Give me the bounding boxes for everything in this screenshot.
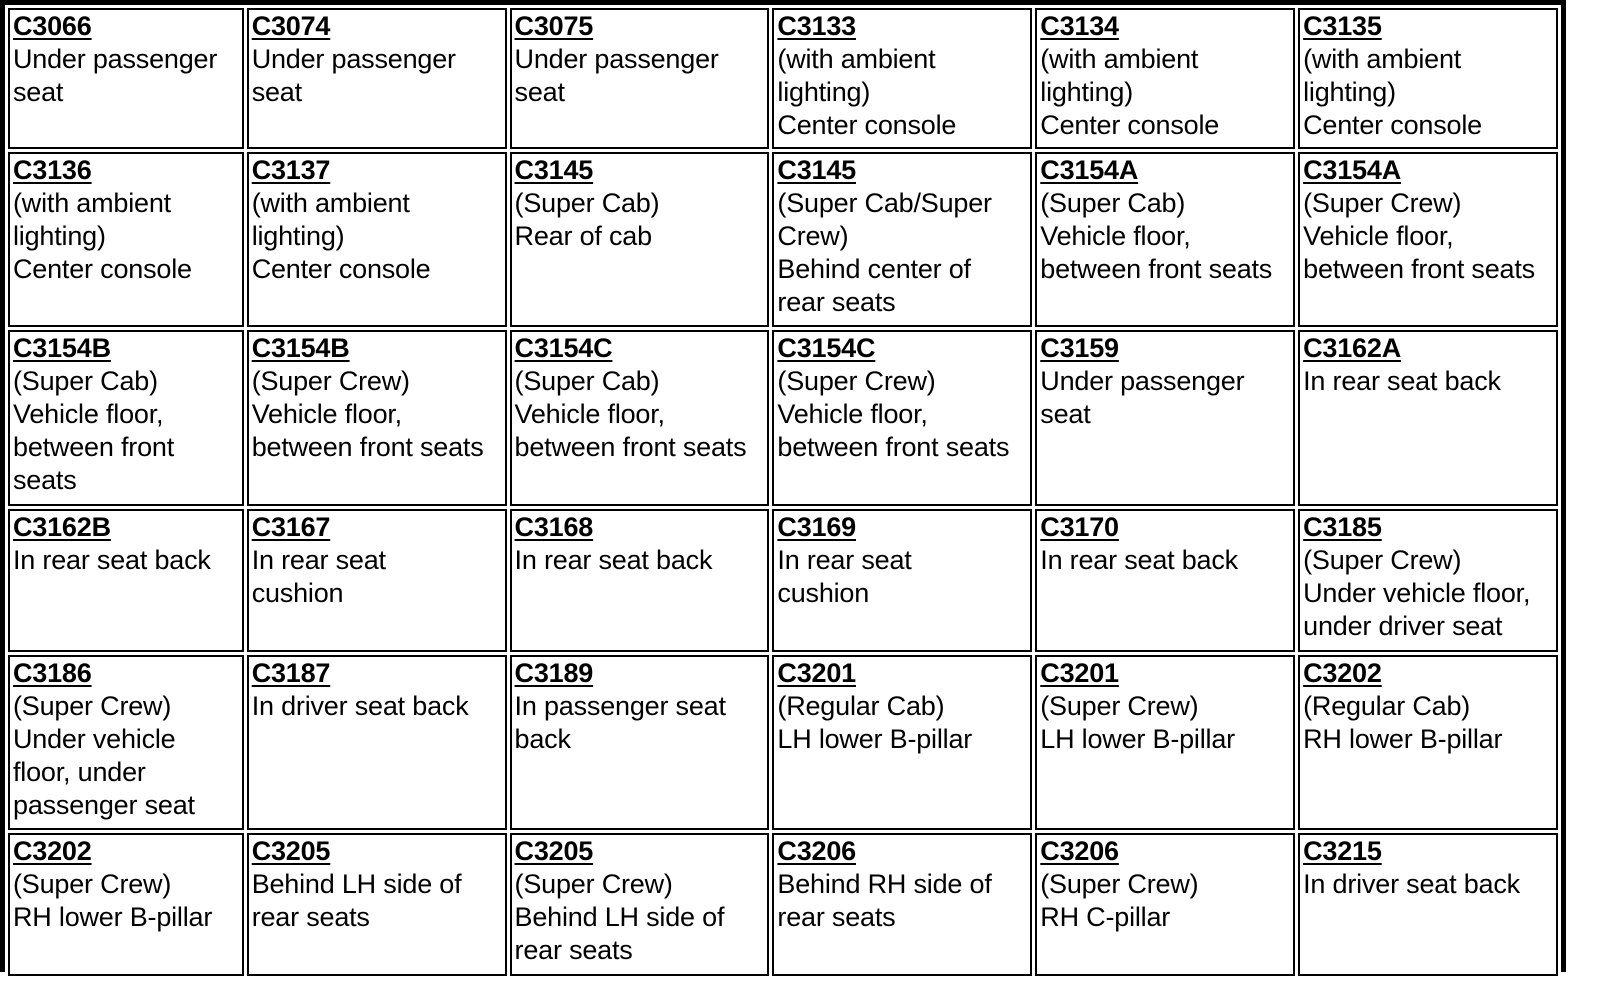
connector-location-line: Crew) (777, 221, 849, 251)
connector-cell (772, 8, 1032, 149)
connector-location-line: In rear seat back (514, 545, 713, 575)
connector-location-line: LH lower B-pillar (777, 724, 973, 754)
connector-code: C3202 (1303, 658, 1382, 688)
connector-location-line: (Super Crew) (13, 691, 172, 721)
connector-code: C3201 (777, 658, 856, 688)
connector-code: C3074 (251, 11, 331, 41)
connector-code: C3066 (13, 11, 92, 41)
connector-cell (1035, 8, 1295, 149)
connector-code: C3159 (1040, 333, 1119, 363)
connector-entry (515, 835, 765, 967)
connector-location-line: Vehicle floor, (1303, 221, 1454, 251)
connector-entry (13, 511, 239, 577)
connector-location-line: back (514, 724, 571, 754)
connector-entry (252, 657, 502, 723)
connector-location-line: Under vehicle (13, 724, 176, 754)
connector-location-line: (Super Cab) (1040, 188, 1186, 218)
connector-location-line: (Super Cab) (13, 366, 158, 396)
connector-location-line: (Super Crew) (777, 366, 936, 396)
connector-entry (1040, 657, 1290, 756)
connector-code: C3215 (1303, 836, 1382, 866)
table-row (8, 509, 1558, 652)
connector-entry (777, 154, 1027, 319)
connector-location-line: lighting) (1040, 77, 1134, 107)
connector-code: C3201 (1040, 658, 1119, 688)
connector-cell (1035, 655, 1295, 830)
connector-entry (1303, 657, 1553, 756)
connector-location-line: (Regular Cab) (777, 691, 945, 721)
connector-location-line: In passenger seat (514, 691, 726, 721)
connector-code: C3206 (1040, 836, 1119, 866)
connector-entry (515, 332, 765, 464)
connector-location-line: Vehicle floor, (13, 399, 164, 429)
connector-location-line: (Super Cab) (514, 188, 660, 218)
connector-location-line: between front seats (251, 432, 484, 462)
connector-location-line: cushion (777, 578, 870, 608)
connector-location-line: (with ambient (1040, 44, 1199, 74)
connector-code: C3135 (1303, 11, 1382, 41)
connector-location-line: between front (13, 432, 175, 462)
connector-location-line: Vehicle floor, (514, 399, 665, 429)
connector-location-line: under driver seat (1303, 611, 1503, 641)
connector-code: C3145 (514, 155, 594, 185)
connector-entry (515, 154, 765, 253)
connector-location-line: Center console (13, 254, 192, 284)
connector-code: C3187 (251, 658, 331, 688)
connector-code: C3154C (514, 333, 613, 363)
connector-entry (252, 511, 502, 610)
connector-entry (1040, 835, 1290, 934)
table-row (8, 152, 1558, 327)
connector-location-line: lighting) (777, 77, 871, 107)
connector-location-line: Center console (777, 110, 957, 140)
connector-location-line: (with ambient (251, 188, 410, 218)
connector-code: C3075 (514, 11, 594, 41)
connector-entry (777, 835, 1027, 934)
connector-location-line: seats (13, 465, 77, 495)
connector-cell (510, 8, 770, 149)
connector-location-line: Behind RH side of (777, 869, 992, 899)
connector-code: C3185 (1303, 512, 1382, 542)
connector-cell (1035, 152, 1295, 327)
connector-entry (1303, 10, 1553, 142)
connector-location-line: LH lower B-pillar (1040, 724, 1235, 754)
connector-cell (8, 655, 244, 830)
connector-code: C3189 (514, 658, 594, 688)
connector-location-line: In rear seat back (1303, 366, 1501, 396)
connector-location-line: Under passenger (13, 44, 218, 74)
connector-location-line: Vehicle floor, (1040, 221, 1191, 251)
connector-cell (8, 833, 244, 976)
connector-cell (1298, 330, 1558, 506)
connector-location-line: (Super Crew) (1303, 545, 1462, 575)
connector-location-line: In rear seat back (13, 545, 211, 575)
connector-location-line: (Regular Cab) (1303, 691, 1471, 721)
connector-code: C3154A (1040, 155, 1139, 185)
connector-location-line: Vehicle floor, (777, 399, 928, 429)
connector-entry (13, 332, 239, 497)
connector-entry (1040, 511, 1290, 577)
connector-location-line: Behind LH side of (251, 869, 462, 899)
connector-location-line: Vehicle floor, (251, 399, 402, 429)
connector-location-line: (with ambient (1303, 44, 1462, 74)
connector-location-line: Under passenger (1040, 366, 1245, 396)
connector-location-line: passenger seat (13, 790, 195, 820)
connector-cell (510, 833, 770, 976)
connector-cell (510, 509, 770, 652)
connector-location-line: between front seats (1303, 254, 1535, 284)
connector-location-line: cushion (251, 578, 344, 608)
table-row (8, 655, 1558, 830)
connector-entry (1040, 154, 1290, 286)
connector-entry (13, 657, 239, 822)
connector-location-line: seat (1040, 399, 1091, 429)
connector-location-line: (Super Crew) (514, 869, 673, 899)
connector-code: C3154C (777, 333, 876, 363)
connector-entry (777, 657, 1027, 756)
connector-entry (252, 835, 502, 934)
connector-code: C3162B (13, 512, 111, 542)
connector-location-line: Under passenger (251, 44, 456, 74)
connector-location-line: seat (251, 77, 302, 107)
table-row (8, 8, 1558, 149)
connector-cell (247, 655, 507, 830)
connector-location-line: (Super Cab/Super (777, 188, 992, 218)
connector-cell (1298, 833, 1558, 976)
connector-location-line: floor, under (13, 757, 146, 787)
connector-cell (1035, 833, 1295, 976)
connector-cell (772, 152, 1032, 327)
connector-code: C3162A (1303, 333, 1401, 363)
connector-cell (1298, 655, 1558, 830)
connector-code: C3205 (514, 836, 594, 866)
connector-cell (772, 833, 1032, 976)
connector-cell (247, 330, 507, 506)
connector-cell (510, 655, 770, 830)
connector-location-line: (Super Crew) (1303, 188, 1462, 218)
connector-cell (8, 330, 244, 506)
connector-location-line: RH C-pillar (1040, 902, 1171, 932)
connector-code: C3154A (1303, 155, 1401, 185)
connector-table (5, 5, 1561, 979)
connector-location-line: between front seats (1040, 254, 1273, 284)
connector-code: C3137 (251, 155, 331, 185)
connector-entry (1303, 835, 1553, 901)
connector-code: C3134 (1040, 11, 1119, 41)
connector-code: C3136 (13, 155, 92, 185)
connector-location-line: Rear of cab (514, 221, 652, 251)
connector-location-line: RH lower B-pillar (1303, 724, 1503, 754)
connector-code: C3170 (1040, 512, 1119, 542)
connector-location-line: (Super Crew) (251, 366, 410, 396)
connector-location-line: seat (13, 77, 64, 107)
connector-entry (252, 10, 502, 109)
connector-code: C3167 (251, 512, 331, 542)
connector-location-line: (Super Crew) (13, 869, 172, 899)
connector-location-line: lighting) (1303, 77, 1396, 107)
connector-location-line: seat (514, 77, 565, 107)
connector-entry (13, 835, 239, 934)
connector-location-line: In driver seat back (251, 691, 469, 721)
connector-location-line: Under passenger (514, 44, 719, 74)
connector-code: C3169 (777, 512, 856, 542)
connector-cell (1035, 330, 1295, 506)
connector-cell (8, 509, 244, 652)
table-row (8, 833, 1558, 976)
connector-location-line: lighting) (13, 221, 106, 251)
connector-cell (510, 152, 770, 327)
connector-location-line: (with ambient (777, 44, 936, 74)
connector-location-line: Center console (1040, 110, 1220, 140)
connector-location-line: Center console (1303, 110, 1482, 140)
connector-location-line: RH lower B-pillar (13, 902, 213, 932)
connector-cell (510, 330, 770, 506)
connector-cell (1298, 152, 1558, 327)
connector-cell (247, 833, 507, 976)
connector-location-line: (Super Crew) (1040, 869, 1199, 899)
connector-entry (252, 154, 502, 286)
connector-code: C3206 (777, 836, 856, 866)
connector-code: C3154B (251, 333, 350, 363)
connector-entry (1303, 511, 1553, 643)
connector-location-line: Under vehicle floor, (1303, 578, 1531, 608)
connector-location-line: rear seats (777, 287, 896, 317)
connector-cell (1298, 509, 1558, 652)
connector-cell (8, 8, 244, 149)
connector-location-line: rear seats (514, 935, 633, 965)
connector-location-line: (with ambient (13, 188, 171, 218)
connector-entry (777, 10, 1027, 142)
connector-location-line: Behind LH side of (514, 902, 725, 932)
connector-entry (777, 511, 1027, 610)
connector-cell (772, 330, 1032, 506)
connector-cell (247, 152, 507, 327)
connector-cell (1298, 8, 1558, 149)
connector-location-line: between front seats (514, 432, 747, 462)
connector-entry (252, 332, 502, 464)
connector-code: C3133 (777, 11, 856, 41)
connector-location-line: rear seats (777, 902, 896, 932)
connector-location-line: In rear seat (251, 545, 386, 575)
connector-cell (772, 655, 1032, 830)
connector-cell (1035, 509, 1295, 652)
connector-entry (1303, 332, 1553, 398)
connector-location-line: In rear seat back (1040, 545, 1238, 575)
connector-entry (1040, 10, 1290, 142)
connector-location-line: rear seats (251, 902, 370, 932)
connector-entry (13, 154, 239, 286)
connector-code: C3145 (777, 155, 856, 185)
connector-location-line: between front seats (777, 432, 1010, 462)
connector-location-line: In driver seat back (1303, 869, 1520, 899)
connector-location-line: lighting) (251, 221, 345, 251)
connector-location-line: Center console (251, 254, 431, 284)
connector-location-line: Behind center of (777, 254, 971, 284)
connector-entry (515, 657, 765, 756)
table-body (8, 8, 1558, 976)
connector-entry (1303, 154, 1553, 286)
connector-code: C3154B (13, 333, 111, 363)
table-row (8, 330, 1558, 506)
connector-code: C3205 (251, 836, 331, 866)
connector-entry (1040, 332, 1290, 431)
connector-cell (247, 8, 507, 149)
connector-location-line: (Super Cab) (514, 366, 660, 396)
connector-cell (247, 509, 507, 652)
connector-code: C3202 (13, 836, 92, 866)
connector-entry (515, 10, 765, 109)
connector-entry (515, 511, 765, 577)
connector-cell (8, 152, 244, 327)
connector-location-line: In rear seat (777, 545, 912, 575)
connector-entry (13, 10, 239, 109)
connector-location-line: (Super Crew) (1040, 691, 1199, 721)
connector-code: C3186 (13, 658, 92, 688)
connector-cell (772, 509, 1032, 652)
connector-code: C3168 (514, 512, 594, 542)
connector-entry (777, 332, 1027, 464)
